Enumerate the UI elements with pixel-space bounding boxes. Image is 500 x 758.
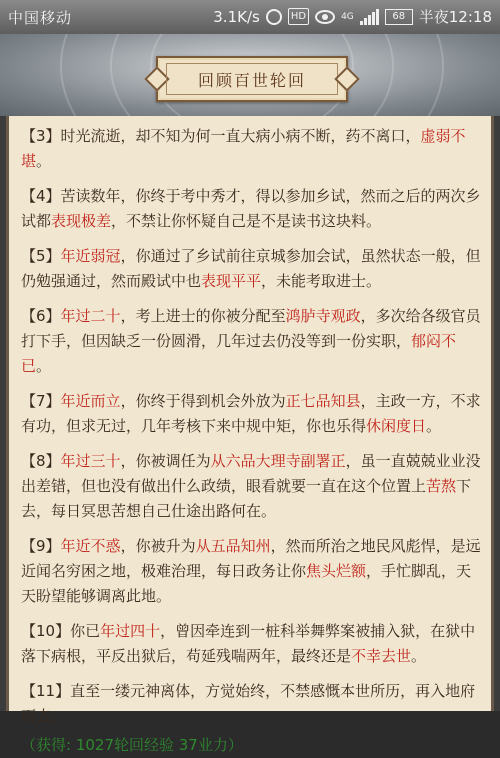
- header-banner: [0, 34, 500, 116]
- history-entry: [21, 389, 481, 439]
- entry-text: ，你被调任为: [120, 452, 211, 470]
- entry-text: 【11】直至一缕元神离体，方觉始终，不禁感慨本世所历，再入地府而去。: [21, 682, 476, 725]
- entry-text: 【10】你已: [21, 622, 101, 640]
- highlight-text: 从五品知州: [195, 537, 271, 555]
- entry-text: ，曾因牵连到一桩科举舞弊案被捕入狱，在狱中落下病根，平反出狱后，苟延残喘两年，最终还是: [21, 622, 476, 665]
- entry-text: ，虽一直兢兢业业没出差错，但也没有做出什么政绩，眼看就要一直在这个位置上: [21, 452, 481, 495]
- highlight-text: 休闲度日: [366, 417, 427, 435]
- clock-icon: [266, 9, 282, 25]
- highlight-text: 正七品知县: [285, 392, 361, 410]
- highlight-text: 年近不惑: [60, 537, 121, 555]
- eye-icon: [315, 10, 335, 24]
- entry-text: ，你终于得到机会外放为: [120, 392, 286, 410]
- history-entry: [21, 244, 481, 294]
- entry-text: ，未能考取进士。: [261, 272, 382, 290]
- highlight-text: 表现极差: [51, 212, 112, 230]
- history-list: [21, 124, 481, 758]
- entry-text: ，你通过了乡试前往京城参加会试，虽然状态一般，但仍勉强通过，然而殿试中也: [21, 247, 481, 290]
- highlight-text: 年过四十: [100, 622, 161, 640]
- highlight-text: 年过二十: [60, 307, 121, 325]
- entry-text: ，然而所治之地民风彪悍，是远近闻名穷困之地，极难治理，每日政务让你: [21, 537, 481, 580]
- highlight-text: 表现平平: [201, 272, 262, 290]
- reward-text: （获得: 1027轮回经验 37业力）: [21, 736, 243, 754]
- status-icons: [213, 6, 492, 27]
- entry-text: 。: [411, 647, 427, 665]
- highlight-text: 不幸去世: [351, 647, 412, 665]
- entry-text: 【8】: [21, 452, 61, 470]
- clock-time: 半夜12:18: [418, 8, 492, 26]
- entry-text: 。: [36, 152, 52, 170]
- highlight-text: 年近弱冠: [60, 247, 121, 265]
- entry-text: ，多次给各级官员打下手，但因缺乏一份圆滑，几年过去仍没等到一份实职，: [21, 307, 481, 350]
- highlight-text: 从六品大理寺副署正: [210, 452, 346, 470]
- entry-text: ，主政一方，不求有功，但求无过，几年考核下来中规中矩，你也乐得: [21, 392, 481, 435]
- battery-icon: [385, 9, 413, 25]
- entry-text: 【4】苦读数年，你终于考中秀才，得以参加乡试，然而之后的两次乡试都: [21, 187, 481, 230]
- history-entry: [21, 619, 481, 669]
- history-entry: [21, 534, 481, 609]
- network-speed: 3.1K/s: [213, 7, 260, 26]
- battery-level: 68: [392, 11, 406, 22]
- entry-text: 。: [426, 417, 442, 435]
- highlight-text: 年过三十: [60, 452, 121, 470]
- entry-text: 【7】: [21, 392, 61, 410]
- history-entry: [21, 304, 481, 379]
- signal-icon: [360, 9, 379, 25]
- hd-icon: HD: [288, 8, 309, 25]
- entry-text: ，考上进士的你被分配至: [120, 307, 286, 325]
- highlight-text: 鸿胪寺观政: [285, 307, 361, 325]
- entry-text: 【9】: [21, 537, 61, 555]
- history-entry: [21, 124, 481, 174]
- page-title: 回顾百世轮回: [166, 63, 338, 95]
- highlight-text: 虚弱不堪: [21, 127, 466, 170]
- highlight-text: 焦头烂额: [306, 562, 367, 580]
- entry-text: 下去，每日冥思苦想自己仕途出路何在。: [21, 477, 472, 520]
- status-bar: [0, 0, 500, 34]
- highlight-text: 年近而立: [60, 392, 121, 410]
- right-edge: [494, 116, 500, 711]
- history-panel[interactable]: [6, 116, 494, 754]
- entry-text: ，你被升为: [120, 537, 196, 555]
- network-type: 4G: [341, 11, 354, 22]
- history-entry: [21, 449, 481, 524]
- title-plaque: [156, 56, 348, 102]
- entry-text: 【6】: [21, 307, 61, 325]
- history-entry: [21, 184, 481, 234]
- history-entry: [21, 679, 481, 729]
- highlight-text: 苦熬: [426, 477, 457, 495]
- highlight-text: 郁闷不已: [21, 332, 457, 375]
- entry-text: ，手忙脚乱，天天盼望能够调离此地。: [21, 562, 472, 605]
- entry-text: ，不禁让你怀疑自己是不是读书这块料。: [111, 212, 382, 230]
- entry-text: 【3】时光流逝，却不知为何一直大病小病不断，药不离口，: [21, 127, 421, 145]
- carrier-name: 中国移动: [8, 9, 73, 27]
- entry-text: 。: [36, 357, 52, 375]
- entry-text: 【5】: [21, 247, 61, 265]
